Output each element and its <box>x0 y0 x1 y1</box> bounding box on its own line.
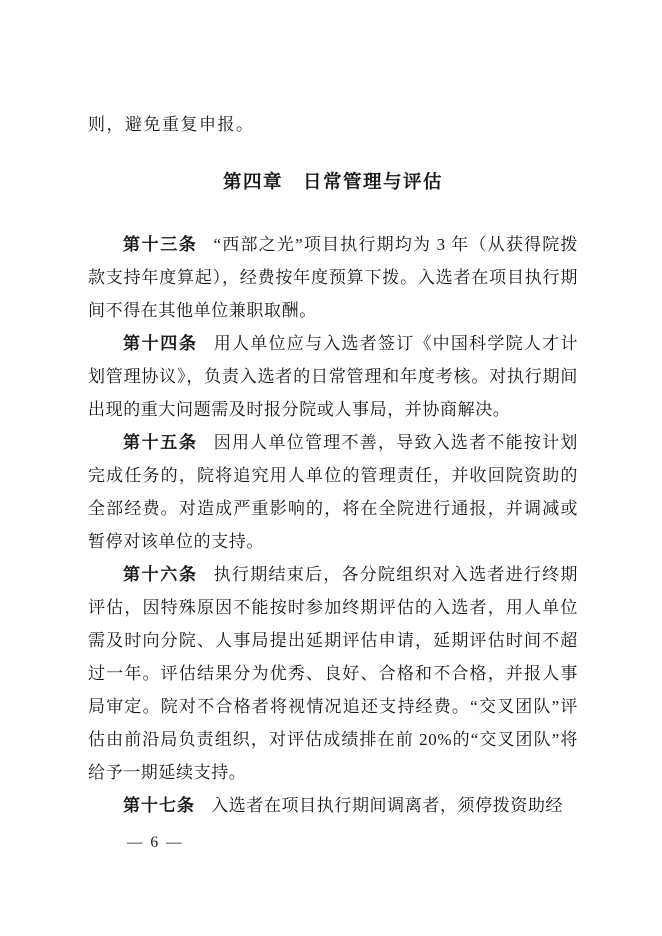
paragraph-text: “西部之光”项目执行期均为 3 年（从获得院拨款支持年度算起），经费按年度预算下拨。入选者在项目执行期间不得在其他单位兼职取酬。 <box>88 235 579 320</box>
paragraph <box>88 327 578 426</box>
article-number: 第十五条 <box>123 433 198 452</box>
article-number: 第十六条 <box>123 565 198 584</box>
chapter-heading: 第四章 日常管理与评估 <box>222 173 443 193</box>
continuation-line: 则，避免重复申报。 <box>88 115 255 134</box>
paragraph-text: 用人单位应与入选者签订《中国科学院人才计划管理协议》，负责入选者的日常管理和年度考核。对执行期间出现的重大问题需及时报分院或人事局，并协商解决。 <box>88 334 579 419</box>
page-number: — 6 — <box>127 834 184 851</box>
paragraph <box>88 558 578 789</box>
paragraph <box>88 426 578 558</box>
paragraph <box>88 228 578 327</box>
paragraph-text: 执行期结束后，各分院组织对入选者进行终期评估，因特殊原因不能按时参加终期评估的入选者，用人单位需及时向分院、人事局提出延期评估申请，延期评估时间不超过一年。评估结果分为优秀、良好、合格和不合格，并报人事局审定。院对不合格者将视情况追还支持经费。“交叉团队”评估由前沿局负责组织，对评估成绩排在前 20%的“交叉团队”将给予一期延续支持。 <box>88 565 579 782</box>
paragraph <box>88 789 578 822</box>
document-body <box>88 108 578 822</box>
paragraph-text: 因用人单位管理不善，导致入选者不能按计划完成任务的，院将追究用人单位的管理责任，并收回院资助的全部经费。对造成严重影响的，将在全院进行通报，并调减或暂停对该单位的支持。 <box>88 433 579 551</box>
article-number: 第十三条 <box>123 235 198 254</box>
article-number: 第十七条 <box>123 796 195 815</box>
article-number: 第十四条 <box>123 334 198 353</box>
paragraph-text: 入选者在项目执行期间调离者，须停拨资助经 <box>211 796 564 815</box>
